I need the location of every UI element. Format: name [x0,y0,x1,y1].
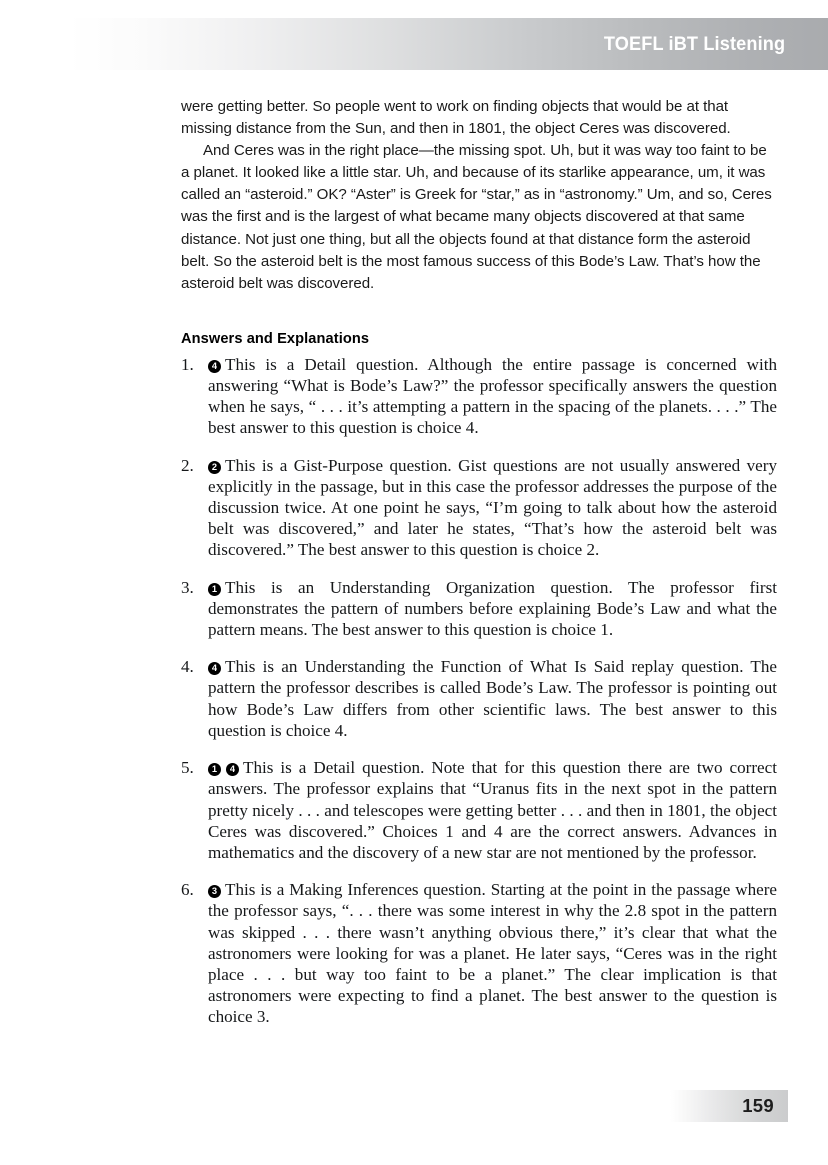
page-number: 159 [742,1095,774,1116]
answer-item-text: This is a Making Inferences question. Starting at the point in the passage where the professor says, “. . . there was some interest in why the 2.8 spot in the pattern was skipped . . . there wasn’t anything obvious there,” it’s clear that what the astronomers were looking for was a planet. He later says, “Ceres was in the right place . . . but way too faint to be a planet.” The clear implication is that astronomers were expecting to find a planet. The best answer to the question is choice 3. [208,880,777,1027]
answer-item-number: 1. [181,354,194,374]
answer-item [181,354,777,439]
choice-badge-icon: 3 [208,885,221,898]
answer-item-number: 3. [181,577,194,597]
answers-list [181,354,777,1028]
answer-item-number: 5. [181,758,194,778]
choice-badge-icon: 4 [208,662,221,675]
passage-paragraph: were getting better. So people went to work on finding objects that would be at that missing distance from the Sun, and then in 1801, the object Ceres was discovered. [181,98,731,138]
answer-item-number: 6. [181,880,194,900]
answer-item-text: This is an Understanding the Function of What Is Said replay question. The pattern the professor describes is called Bode’s Law. The professor is pointing out how Bode’s Law differs from other scientific laws. The best answer to this question is choice 4. [208,657,777,740]
choice-badge-icon: 4 [208,360,221,373]
answer-item-body [208,577,777,641]
answer-item [181,455,777,561]
passage-paragraph: And Ceres was in the right place—the missing spot. Uh, but it was way too faint to be a planet. It looked like a little star. Uh, and because of its starlike appearance, um, it was called an “asteroid.” OK? “Aster” is Greek for “star,” as in “astronomy.” Um, and so, Ceres was the first and is the largest of what became many objects discovered at that same distance. Not just one thing, but all the objects found at that distance form the asteroid belt. So the asteroid belt is the most famous success of this Bode’s Law. That’s how the asteroid belt was discovered. [181,142,772,292]
answer-item-number: 2. [181,455,194,475]
answer-item-body [208,757,777,863]
answer-item-body [208,455,777,561]
choice-badge-icon: 1 [208,583,221,596]
answer-item-body [208,656,777,741]
answer-item-text: This is an Understanding Organization question. The professor first demonstrates the pattern of numbers before explaining Bode’s Law and what the pattern means. The best answer to this question is choice 1. [208,577,777,640]
page-header [68,18,828,70]
answer-item [181,577,777,641]
answer-item-text: This is a Gist-Purpose question. Gist questions are not usually answered very explicitly in the passage, but in this case the professor addresses the purpose of the discussion twice. At one point he says, “I’m going to talk about how the asteroid belt was discovered,” and later he states, “That’s how the asteroid belt was discovered.” The best answer to this question is choice 2. [208,455,777,560]
page-footer [670,1090,788,1122]
transcript-passage [181,96,777,295]
answers-section-heading: Answers and Explanations [181,330,370,347]
answer-item-text: This is a Detail question. Note that for this question there are two correct answers. The professor explains that “Uranus fits in the next spot in the pattern pretty nicely . . . and telescopes were getting better . . . and then in 1801, the object Ceres was discovered.” Choices 1 and 4 are the correct answers. Advances in mathematics and the discovery of a new star are not mentioned by the professor. [208,758,777,862]
answer-item-body [208,354,777,439]
answer-item-number: 4. [181,657,194,677]
choice-badge-icon: 2 [208,461,221,474]
answer-item [181,656,777,741]
answer-item [181,879,777,1027]
page-content [181,96,777,1028]
choice-badge-icon: 4 [226,763,239,776]
answer-item-text: This is a Detail question. Although the entire passage is concerned with answering “What is Bode’s Law?” the professor specifically answers the question when he says, “ . . . it’s attempting a pattern in the spacing of the planets. . . .” The best answer to this question is choice 4. [208,354,777,438]
page-header-title: TOEFL iBT Listening [603,32,786,55]
answer-item-body [208,879,777,1027]
choice-badge-icon: 1 [208,763,221,776]
answer-item [181,757,777,863]
